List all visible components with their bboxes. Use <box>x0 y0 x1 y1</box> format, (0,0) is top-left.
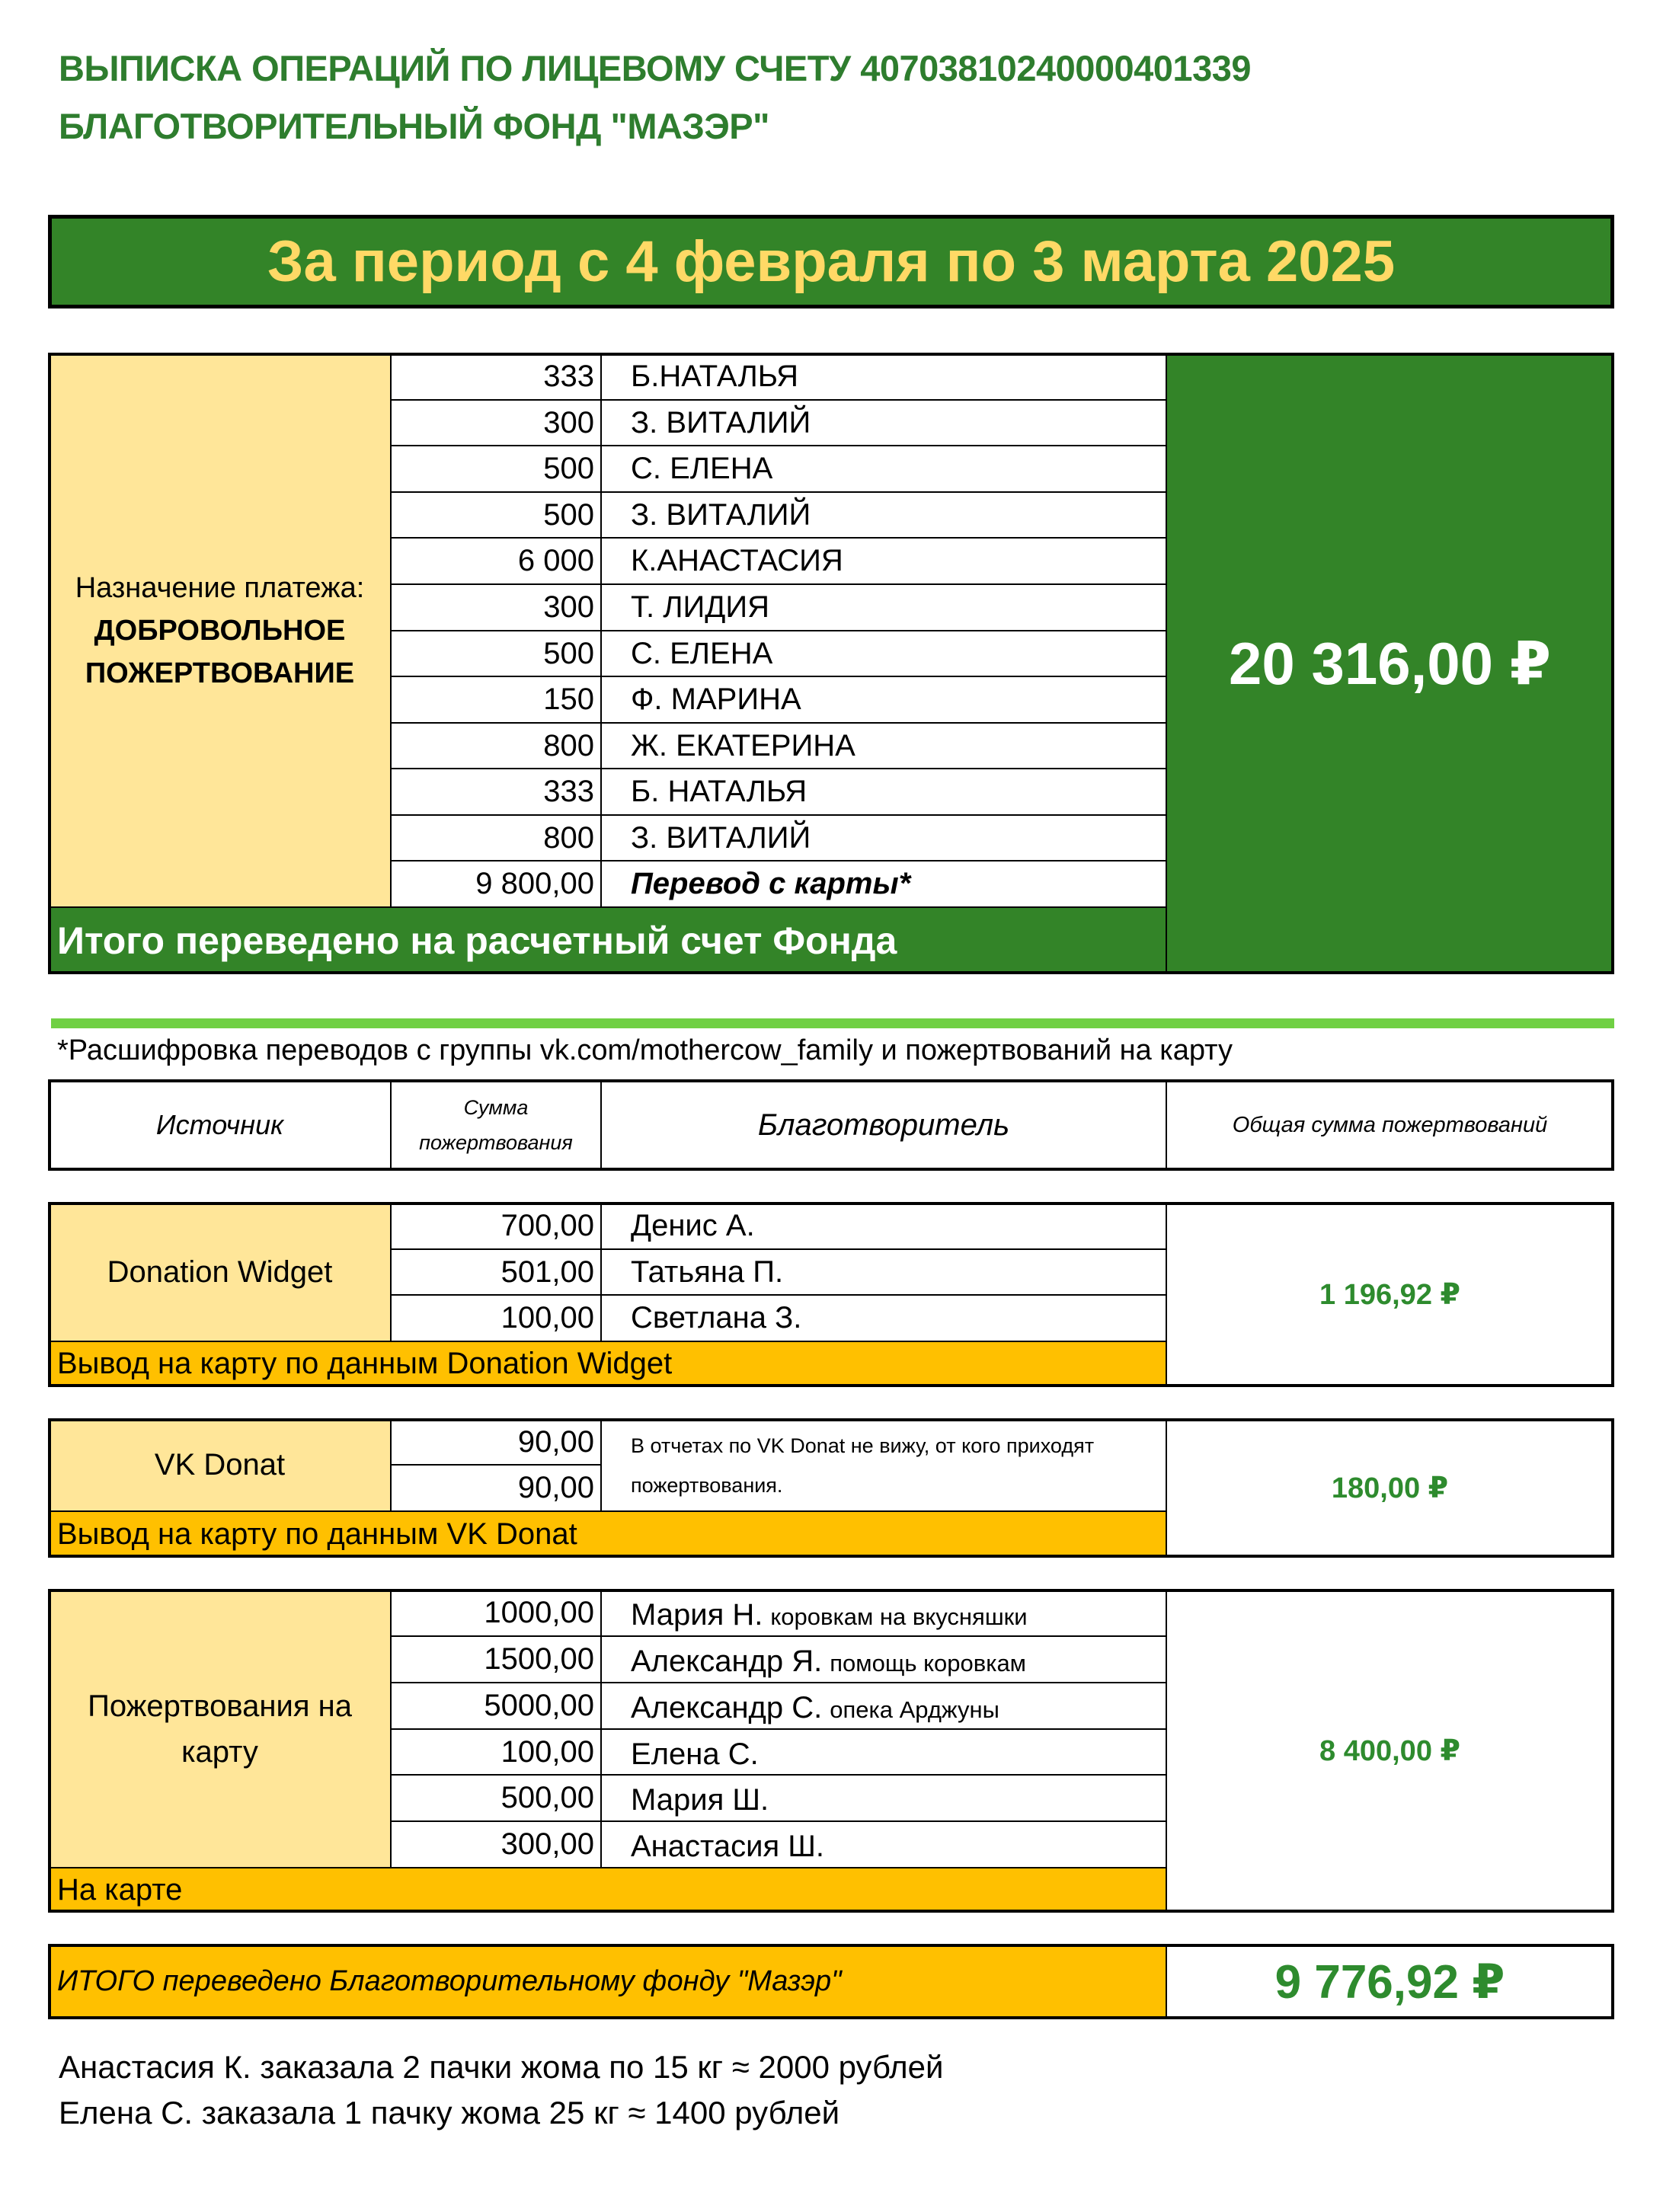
grand-total-value: 9 776,92 ₽ <box>1274 1956 1505 2009</box>
purpose-value-line1: ДОБРОВОЛЬНОЕ <box>94 614 346 647</box>
vk-source-text: VK Donat <box>154 1448 286 1482</box>
card-row-donor <box>600 1728 1167 1776</box>
card-row-amount-text: 5000,00 <box>484 1689 594 1722</box>
period-text: За период с 4 февраля по 3 марта 2025 <box>267 229 1396 294</box>
main-row-amount <box>390 491 602 539</box>
main-row-name <box>600 860 1167 908</box>
grand-total-label-cell <box>48 1944 1167 2019</box>
card-row-donor <box>600 1635 1167 1683</box>
header-donor-text: Благотворитель <box>757 1108 1010 1142</box>
header-donor <box>600 1079 1167 1171</box>
main-row-name-text: Б. НАТАЛЬЯ <box>631 775 808 808</box>
main-row-name <box>600 630 1167 678</box>
vk-note-line2: пожертвования. <box>631 1473 783 1497</box>
period-banner <box>48 215 1614 308</box>
vk-amount-1-text: 90,00 <box>517 1424 594 1459</box>
main-row-name-text: Б.НАТАЛЬЯ <box>631 360 799 393</box>
main-row-amount-text: 333 <box>543 775 594 808</box>
main-row-amount <box>390 768 602 816</box>
dw-row-amount <box>390 1248 602 1296</box>
purpose-value-line2: ПОЖЕРТВОВАНИЕ <box>85 657 355 689</box>
main-row-name-text: Ж. ЕКАТЕРИНА <box>631 729 855 762</box>
grand-total-value-cell <box>1166 1944 1614 2019</box>
dw-row-name-text: Татьяна П. <box>631 1255 784 1289</box>
main-row-amount <box>390 722 602 770</box>
main-row-name <box>600 537 1167 585</box>
card-row-comment-text: коровкам на вкусняшки <box>770 1603 1028 1630</box>
main-row-name-text: К.АНАСТАСИЯ <box>631 544 843 577</box>
vk-summary-row <box>48 1510 1167 1558</box>
main-row-name-text: З. ВИТАЛИЙ <box>631 498 811 532</box>
card-source-line2: карту <box>181 1734 258 1769</box>
main-row-amount-text: 300 <box>543 590 594 624</box>
main-row-name <box>600 399 1167 447</box>
vk-summary-label: Вывод на карту по данным VK Donat <box>57 1517 577 1551</box>
card-row-amount <box>390 1635 602 1683</box>
vk-amount-1 <box>390 1418 602 1466</box>
footnote: *Расшифровка переводов с группы vk.com/mothercow_family и пожертвований на карту <box>57 1034 1233 1066</box>
dw-row-name-text: Светлана З. <box>631 1301 802 1335</box>
main-footer-label: Итого переведено на расчетный счет Фонда <box>57 919 897 962</box>
main-row-name <box>600 722 1167 770</box>
main-row-name-text: З. ВИТАЛИЙ <box>631 821 811 855</box>
main-row-amount-text: 500 <box>543 498 594 532</box>
card-source <box>48 1589 392 1868</box>
header-source <box>48 1079 392 1171</box>
dw-row-amount-text: 100,00 <box>500 1301 594 1335</box>
header-amount-line1: Сумма <box>463 1096 529 1119</box>
main-row-amount-text: 9 800,00 <box>475 867 594 900</box>
purpose-cell <box>48 353 392 908</box>
main-row-name-text: С. ЕЛЕНА <box>631 637 773 670</box>
main-row-name <box>600 583 1167 631</box>
dw-row-amount-text: 501,00 <box>500 1255 594 1289</box>
main-total-cell <box>1166 353 1614 974</box>
card-row-name-text: Александр Я. <box>631 1645 823 1678</box>
vk-amount-2-text: 90,00 <box>517 1471 594 1504</box>
main-row-amount <box>390 814 602 862</box>
card-row-comment-text: опека Арджуны <box>830 1696 999 1723</box>
card-total-value: 8 400,00 ₽ <box>1319 1735 1460 1767</box>
card-summary-label: На карте <box>57 1872 183 1907</box>
dw-row-name <box>600 1294 1167 1342</box>
dw-source <box>48 1202 392 1342</box>
dw-row-name <box>600 1248 1167 1296</box>
main-row-amount <box>390 676 602 724</box>
main-row-amount <box>390 630 602 678</box>
main-row-amount <box>390 445 602 493</box>
main-row-amount-text: 500 <box>543 452 594 485</box>
card-row-amount-text: 500,00 <box>500 1781 594 1814</box>
vk-source <box>48 1418 392 1512</box>
main-row-name-text: Перевод с карты* <box>631 867 911 900</box>
main-row-name <box>600 491 1167 539</box>
card-row-name-text: Мария Н. <box>631 1598 763 1632</box>
card-row-name-text: Мария Ш. <box>631 1783 769 1817</box>
card-summary-row <box>48 1867 1167 1913</box>
card-row-amount <box>390 1682 602 1730</box>
card-row-amount <box>390 1728 602 1776</box>
main-row-amount-text: 333 <box>543 360 594 393</box>
main-row-name <box>600 814 1167 862</box>
card-total-cell <box>1166 1589 1614 1913</box>
header-total <box>1166 1079 1614 1171</box>
card-row-amount <box>390 1774 602 1822</box>
dw-row-name <box>600 1202 1167 1250</box>
card-row-amount <box>390 1589 602 1637</box>
statement-title: ВЫПИСКА ОПЕРАЦИЙ ПО ЛИЦЕВОМУ СЧЕТУ 40703810240000401339 <box>59 48 1251 88</box>
grand-total-label: ИТОГО переведено Благотворительному фонду "Мазэр" <box>57 1965 842 1997</box>
note-2: Елена С. заказала 1 пачку жома 25 кг ≈ 1400 рублей <box>59 2095 840 2130</box>
note-1: Анастасия К. заказала 2 пачки жома по 15 кг ≈ 2000 рублей <box>59 2049 944 2085</box>
card-row-donor <box>600 1589 1167 1637</box>
main-row-name <box>600 445 1167 493</box>
dw-row-amount <box>390 1294 602 1342</box>
main-row-amount-text: 500 <box>543 637 594 670</box>
main-row-name <box>600 353 1167 401</box>
header-total-text: Общая сумма пожертвований <box>1232 1112 1548 1137</box>
card-row-amount-text: 1000,00 <box>484 1596 594 1629</box>
header-source-text: Источник <box>155 1109 284 1140</box>
dw-total-cell <box>1166 1202 1614 1387</box>
main-row-name <box>600 676 1167 724</box>
dw-row-amount-text: 700,00 <box>500 1209 594 1242</box>
main-row-amount-text: 800 <box>543 821 594 855</box>
card-row-amount-text: 100,00 <box>500 1735 594 1769</box>
dw-summary-row <box>48 1341 1167 1387</box>
card-row-comment-text: помощь коровкам <box>830 1650 1026 1677</box>
vk-amount-2 <box>390 1464 602 1512</box>
main-row-name-text: С. ЕЛЕНА <box>631 452 773 485</box>
card-row-amount-text: 1500,00 <box>484 1642 594 1676</box>
main-row-amount <box>390 860 602 908</box>
card-row-name-text: Елена С. <box>631 1737 759 1771</box>
card-row-name-text: Анастасия Ш. <box>631 1830 825 1863</box>
dw-row-name-text: Денис А. <box>631 1209 755 1242</box>
vk-note <box>600 1418 1167 1512</box>
dw-total-value: 1 196,92 ₽ <box>1319 1279 1460 1311</box>
main-row-amount <box>390 583 602 631</box>
card-row-donor <box>600 1774 1167 1822</box>
main-row-amount <box>390 537 602 585</box>
vk-total-cell <box>1166 1418 1614 1558</box>
dw-row-amount <box>390 1202 602 1250</box>
dw-summary-label: Вывод на карту по данным Donation Widget <box>57 1347 673 1380</box>
header-amount <box>390 1079 602 1171</box>
card-row-donor <box>600 1682 1167 1730</box>
main-row-name-text: З. ВИТАЛИЙ <box>631 406 811 440</box>
card-row-amount <box>390 1820 602 1868</box>
main-row-name-text: Т. ЛИДИЯ <box>631 590 769 624</box>
main-row-amount-text: 300 <box>543 406 594 440</box>
purpose-label: Назначение платежа: <box>75 571 365 604</box>
main-row-amount-text: 6 000 <box>517 544 594 577</box>
card-row-donor <box>600 1820 1167 1868</box>
main-row-name-text: Ф. МАРИНА <box>631 682 801 716</box>
vk-total-value: 180,00 ₽ <box>1331 1472 1449 1504</box>
main-footer-row <box>48 906 1167 974</box>
header-amount-line2: пожертвования <box>419 1131 573 1154</box>
main-row-amount-text: 150 <box>543 682 594 716</box>
main-row-name <box>600 768 1167 816</box>
section-divider <box>51 1018 1614 1028</box>
fund-name: БЛАГОТВОРИТЕЛЬНЫЙ ФОНД "МАЗЭР" <box>59 106 769 146</box>
card-row-amount-text: 300,00 <box>500 1827 594 1861</box>
card-source-line1: Пожертвования на <box>88 1689 352 1723</box>
vk-note-line1: В отчетах по VK Donat не вижу, от кого приходят <box>631 1434 1095 1457</box>
main-row-amount <box>390 353 602 401</box>
main-row-amount-text: 800 <box>543 729 594 762</box>
dw-source-text: Donation Widget <box>107 1255 333 1289</box>
card-row-name-text: Александр С. <box>631 1691 823 1725</box>
main-row-amount <box>390 399 602 447</box>
main-total-value: 20 316,00 ₽ <box>1229 629 1551 697</box>
